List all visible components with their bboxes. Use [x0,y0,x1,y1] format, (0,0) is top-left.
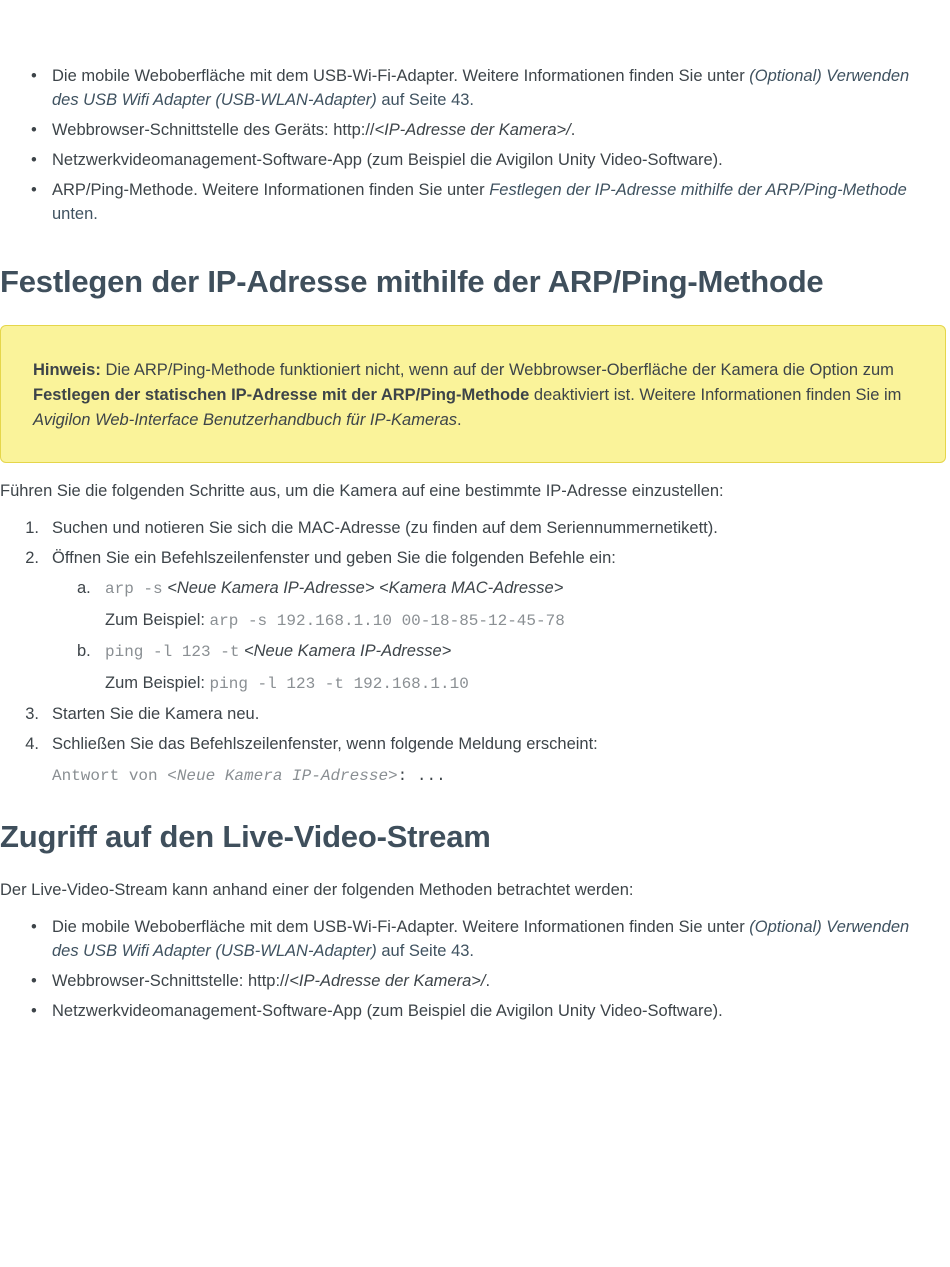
reply-suffix: : ... [397,767,446,785]
step-4 [0,732,950,788]
list-item [0,999,950,1023]
substep-a [52,576,950,633]
link-usb-wifi-adapter[interactable]: (Optional) Verwenden [749,918,910,936]
list-item-text: Netzwerkvideomanagement-Software-App (zum Beispiel die Avigilon Unity Video-Software). [52,1002,723,1020]
list-item-text: Die mobile Weboberfläche mit dem USB-Wi-Fi-Adapter. Weitere Informationen finden Sie unter [52,918,750,936]
command-arp: arp -s [105,580,163,598]
step-text: Starten Sie die Kamera neu. [52,705,260,723]
list-item [0,64,950,112]
step-number: 2. [25,549,39,567]
list-item-text: Webbrowser-Schnittstelle des Geräts: http:// [52,121,375,139]
live-stream-methods-list [0,915,950,1029]
steps-list [0,516,950,794]
list-item-text: ARP/Ping-Methode. Weitere Informationen finden Sie unter [52,181,490,199]
step-text: Öffnen Sie ein Befehlszeilenfenster und geben Sie die folgenden Befehle ein: [52,549,616,567]
substep-b [52,639,950,696]
step-1 [0,516,950,540]
step-text: Suchen und notieren Sie sich die MAC-Adresse (zu finden auf dem Seriennummernetikett). [52,519,718,537]
list-item-suffix: . [485,972,491,990]
note-bold-option: Festlegen der statischen IP-Adresse mit der ARP/Ping-Methode [33,386,530,404]
step-2 [0,546,950,696]
step-number: 3. [25,705,39,723]
ip-placeholder: <IP-Adresse der Kamera>/ [374,121,571,139]
list-item-text: Die mobile Weboberfläche mit dem USB-Wi-Fi-Adapter. Weitere Informationen finden Sie unter [52,67,750,85]
section-heading-live-stream: Zugriff auf den Live-Video-Stream [0,819,491,854]
list-item-text: Netzwerkvideomanagement-Software-App (zum Beispiel die Avigilon Unity Video-Software). [52,151,723,169]
step-number: 4. [25,735,39,753]
link-usb-wifi-adapter-cont[interactable]: des USB Wifi Adapter (USB-WLAN-Adapter) [52,91,377,109]
step-number: 1. [25,519,39,537]
link-arp-ping-section[interactable]: Festlegen der IP-Adresse mithilfe der ARP/Ping-Methode [489,181,907,199]
example-label: Zum Beispiel: [105,674,210,692]
command-ping: ping -l 123 -t [105,643,240,661]
example-command: ping -l 123 -t 192.168.1.10 [209,675,469,693]
note-manual-title: Avigilon Web-Interface Benutzerhandbuch für IP-Kameras [33,411,458,429]
list-item [0,118,950,142]
page-reference[interactable]: auf Seite 43. [376,91,475,109]
step-3 [0,702,950,726]
list-item [0,915,950,963]
note-text-part: . [457,411,462,429]
example-line [105,671,950,696]
substeps-list [52,576,950,696]
substep-number: b. [77,642,91,660]
link-usb-wifi-adapter[interactable]: (Optional) Verwenden [749,67,910,85]
list-item-suffix: . [570,121,576,139]
live-stream-intro: Der Live-Video-Stream kann anhand einer der folgenden Methoden betrachtet werden: [0,881,634,899]
example-label: Zum Beispiel: [105,611,210,629]
page-reference[interactable]: auf Seite 43. [376,942,475,960]
ip-placeholder: <IP-Adresse der Kamera>/ [289,972,486,990]
note-label: Hinweis: [33,361,101,379]
link-below[interactable]: unten. [52,205,98,223]
note-text [33,358,923,433]
list-item [0,178,950,226]
note-box [0,325,946,463]
note-text-part: deaktiviert ist. Weitere Informationen finden Sie im [529,386,902,404]
access-methods-list [0,64,950,232]
list-item [0,148,950,172]
section-heading-arp-ping: Festlegen der IP-Adresse mithilfe der ARP/Ping-Methode [0,264,824,299]
example-line [105,608,950,633]
reply-prefix: Antwort von [52,767,168,785]
reply-placeholder: <Neue Kamera IP-Adresse> [167,767,398,785]
list-item [0,969,950,993]
command-args: <Neue Kamera IP-Adresse> <Kamera MAC-Adresse> [162,579,564,597]
example-command: arp -s 192.168.1.10 00-18-85-12-45-78 [209,612,565,630]
reply-line [52,763,950,788]
note-text-part: Die ARP/Ping-Methode funktioniert nicht, wenn auf der Webbrowser-Oberfläche der Kamera die Option zum [100,361,894,379]
list-item-text: Webbrowser-Schnittstelle: http:// [52,972,290,990]
steps-intro: Führen Sie die folgenden Schritte aus, um die Kamera auf eine bestimmte IP-Adresse einzustellen: [0,482,724,500]
substep-number: a. [77,579,91,597]
link-usb-wifi-adapter-cont[interactable]: des USB Wifi Adapter (USB-WLAN-Adapter) [52,942,377,960]
step-text: Schließen Sie das Befehlszeilenfenster, wenn folgende Meldung erscheint: [52,735,598,753]
command-args: <Neue Kamera IP-Adresse> [239,642,452,660]
